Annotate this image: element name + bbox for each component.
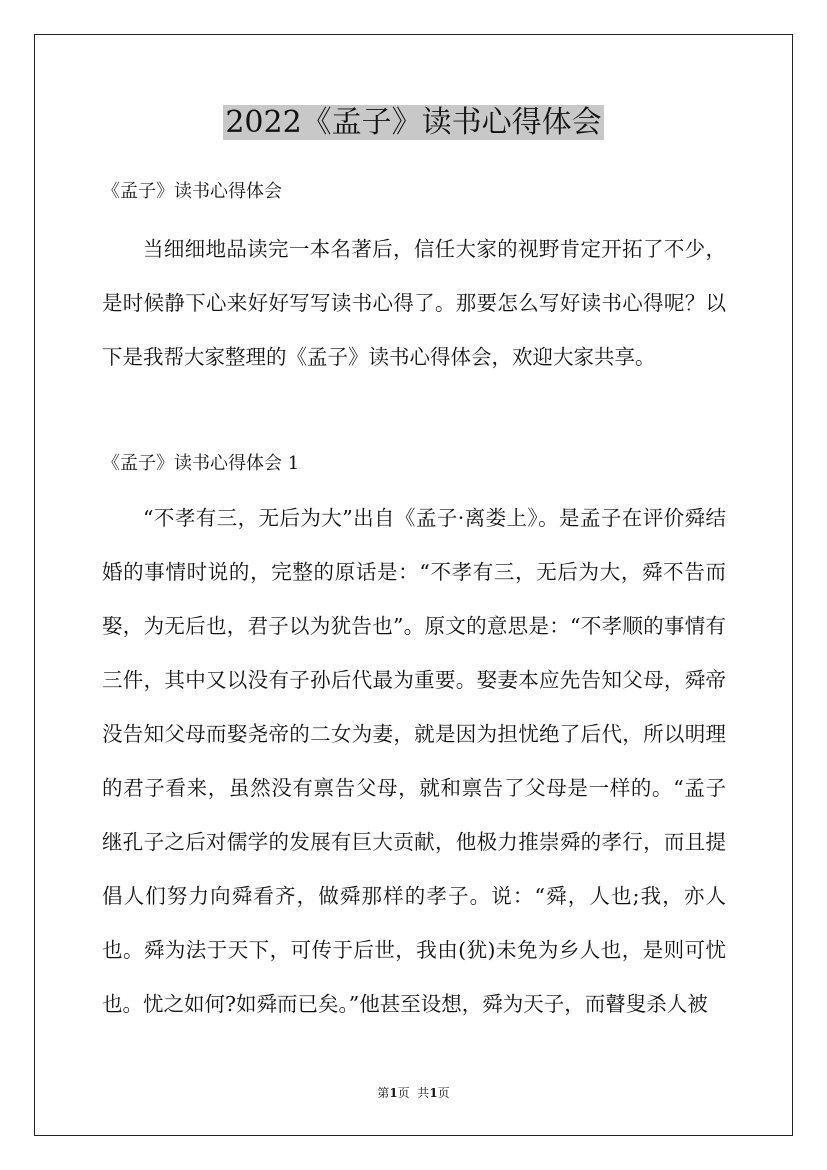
section-1-paragraph: “不孝有三，无后为大”出自《孟子·离娄上》。是孟子在评价舜结婚的事情时说的，完整的原话是：“不孝有三，无后为大，舜不告而娶，为无后也，君子以为犹告也”。原文的意思是：“不孝顺的事情有三件，其中又以没有子孙后代最为重要。娶妻本应先告知父母，舜帝没告知父母而娶尧帝的二女为妻，就是因为担忧绝了后代，所以明理的君子看来，虽然没有禀告父母，就和禀告了父母是一样的。“孟子继孔子之后对儒学的发展有巨大贡献，他极力推崇舜的孝行，而且提倡人们努力向舜看齐，做舜那样的孝子。说：“舜，人也;我，亦人也。舜为法于天下，可传于后世，我由(犹)未免为乡人也，是则可忧也。忧之如何?如舜而已矣。”他甚至设想，舜为天子，而瞽叟杀人被: [102, 506, 726, 1016]
footer-mid: 页 共: [397, 1086, 430, 1100]
section-1-heading: 《孟子》读书心得体会 1: [102, 453, 300, 474]
document-title: [0, 97, 827, 149]
intro-heading: 《孟子》读书心得体会: [102, 181, 282, 202]
document-title-text: 2022《孟子》读书心得体会: [225, 105, 602, 140]
footer-prefix: 第: [377, 1086, 390, 1100]
page-footer: [0, 1085, 827, 1101]
footer-suffix: 页: [437, 1086, 450, 1100]
intro-paragraph: 当细细地品读完一本名著后，信任大家的视野肯定开拓了不少，是时候静下心来好好写写读书心得了。那要怎么写好读书心得呢？以下是我帮大家整理的《孟子》读书心得体会，欢迎大家共享。: [102, 237, 726, 369]
footer-total-pages: 1: [429, 1086, 438, 1100]
footer-page-number: 1: [389, 1086, 398, 1100]
